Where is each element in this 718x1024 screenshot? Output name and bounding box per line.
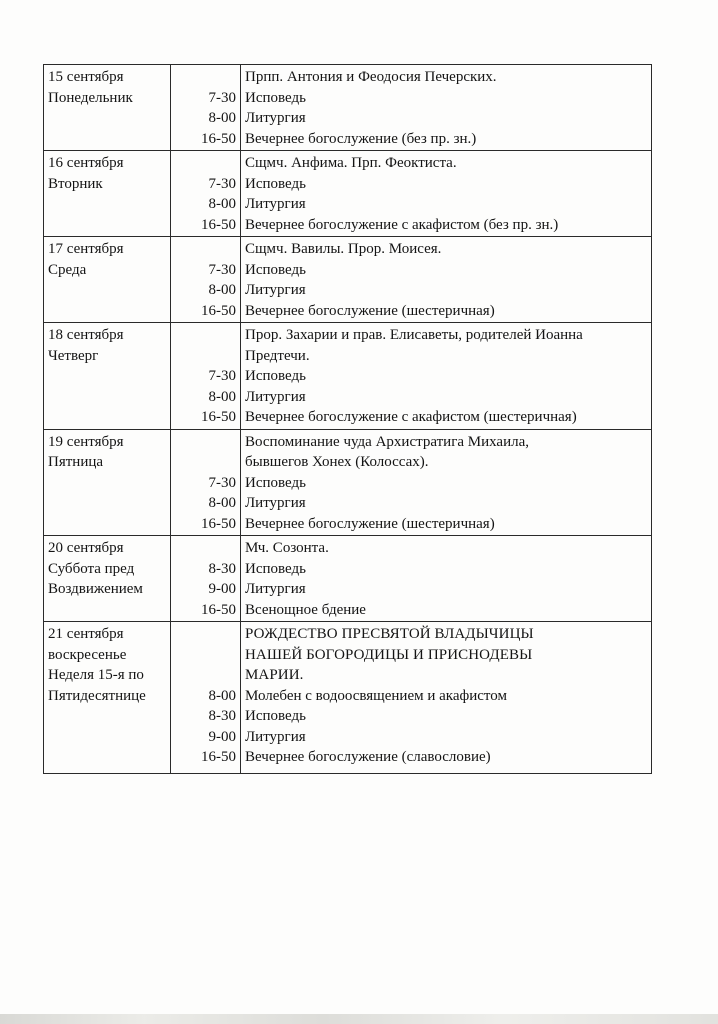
service-time: 16-50 — [201, 515, 236, 532]
day-weekday: Среда — [48, 261, 87, 278]
service-name: Вечернее богослужение с акафистом (шестеричная) — [245, 409, 577, 425]
time-cell — [171, 237, 241, 323]
day-date: 21 сентября — [48, 626, 124, 642]
service-time: 8-00 — [208, 388, 236, 405]
service-time: 7-30 — [208, 175, 236, 192]
time-spacer — [175, 452, 236, 473]
description-cell — [241, 536, 652, 622]
time-cell — [171, 151, 241, 237]
day-date: 19 сентября — [48, 433, 124, 450]
service-name: Вечернее богослужение (шестеричная) — [245, 302, 495, 319]
service-name: Вечернее богослужение (славословие) — [245, 749, 491, 765]
service-name: Литургия — [245, 495, 306, 511]
time-cell — [171, 65, 241, 151]
description-cell — [241, 429, 652, 536]
feast-title-line: Сщмч. Анфима. Прп. Феоктиста. — [245, 155, 457, 171]
service-name: Вечернее богослужение с акафистом (без пр. зн.) — [245, 216, 559, 233]
service-time: 8-00 — [208, 196, 236, 212]
time-spacer — [175, 239, 236, 260]
description-cell — [241, 237, 652, 323]
service-time: 7-30 — [208, 368, 236, 384]
time-spacer — [175, 153, 236, 174]
date-cell — [44, 237, 171, 323]
service-name: Всенощное бдение — [245, 601, 366, 618]
day-weekday: Неделя 15-я по — [48, 667, 144, 683]
time-spacer — [175, 432, 236, 453]
time-spacer — [175, 645, 236, 666]
day-weekday: Пятница — [48, 454, 104, 470]
day-weekday: Пятидесятнице — [48, 687, 146, 704]
service-name: Литургия — [245, 728, 306, 745]
day-row — [44, 622, 652, 774]
feast-title-line: МАРИИ. — [245, 667, 304, 683]
day-weekday: воскресенье — [48, 646, 127, 663]
service-time: 16-50 — [201, 216, 236, 233]
day-row — [44, 151, 652, 237]
service-time: 16-50 — [201, 749, 236, 765]
feast-title-line: РОЖДЕСТВО ПРЕСВЯТОЙ ВЛАДЫЧИЦЫ — [245, 626, 534, 642]
description-cell — [241, 65, 652, 151]
feast-title-line: Воспоминание чуда Архистратига Михаила, — [245, 433, 529, 450]
service-time: 9-00 — [208, 728, 236, 745]
service-time: 16-50 — [201, 409, 236, 425]
service-name: Вечернее богослужение (шестеричная) — [245, 515, 495, 532]
date-cell — [44, 323, 171, 430]
service-time: 8-00 — [208, 110, 236, 126]
day-date: 20 сентября — [48, 540, 124, 556]
day-row — [44, 237, 652, 323]
feast-title-line: Предтечи. — [245, 347, 310, 364]
time-spacer — [175, 538, 236, 559]
day-date: 16 сентября — [48, 155, 124, 171]
time-spacer — [175, 67, 236, 88]
description-cell — [241, 323, 652, 430]
time-spacer — [175, 624, 236, 645]
date-cell — [44, 151, 171, 237]
time-cell — [171, 536, 241, 622]
day-weekday: Четверг — [48, 347, 99, 364]
service-schedule-table — [43, 64, 652, 774]
day-row — [44, 323, 652, 430]
service-time: 9-00 — [208, 581, 236, 597]
service-time: 8-30 — [208, 708, 236, 724]
day-date: 15 сентября — [48, 69, 124, 85]
service-time: 7-30 — [208, 474, 236, 491]
service-name: Литургия — [245, 282, 306, 298]
service-name: Молебен с водоосвящением и акафистом — [245, 687, 507, 704]
service-name: Исповедь — [245, 474, 306, 491]
service-name: Литургия — [245, 196, 306, 212]
service-name: Исповедь — [245, 261, 306, 278]
service-time: 8-00 — [208, 687, 236, 704]
day-weekday: Воздвижением — [48, 581, 143, 597]
service-time: 7-30 — [208, 89, 236, 106]
feast-title-line: НАШЕЙ БОГОРОДИЦЫ И ПРИСНОДЕВЫ — [245, 646, 533, 663]
time-cell — [171, 429, 241, 536]
service-name: Литургия — [245, 581, 306, 597]
service-name: Исповедь — [245, 175, 306, 192]
service-name: Литургия — [245, 110, 306, 126]
description-cell — [241, 151, 652, 237]
day-row — [44, 429, 652, 536]
time-cell — [171, 323, 241, 430]
feast-title-line: бывшегов Хонех (Колоссах). — [245, 454, 429, 470]
service-time: 8-00 — [208, 282, 236, 298]
service-name: Исповедь — [245, 560, 306, 577]
day-weekday: Вторник — [48, 175, 103, 192]
time-spacer — [175, 325, 236, 346]
time-spacer — [175, 346, 236, 367]
service-name: Исповедь — [245, 368, 306, 384]
service-name: Исповедь — [245, 89, 306, 106]
feast-title-line: Прпп. Антония и Феодосия Печерских. — [245, 69, 497, 85]
date-cell — [44, 536, 171, 622]
service-time: 8-00 — [208, 495, 236, 511]
service-time: 8-30 — [208, 560, 236, 577]
date-cell — [44, 429, 171, 536]
date-cell — [44, 65, 171, 151]
time-cell — [171, 622, 241, 774]
feast-title-line: Сщмч. Вавилы. Прор. Моисея. — [245, 241, 442, 257]
service-time: 16-50 — [201, 601, 236, 618]
service-name: Литургия — [245, 388, 306, 405]
service-name: Исповедь — [245, 708, 306, 724]
service-time: 16-50 — [201, 302, 236, 319]
scan-bottom-edge — [0, 1014, 718, 1024]
time-spacer — [175, 665, 236, 686]
day-row — [44, 65, 652, 151]
feast-title-line: Прор. Захарии и прав. Елисаветы, родителей Иоанна — [245, 327, 583, 343]
day-date: 18 сентября — [48, 327, 124, 343]
description-cell — [241, 622, 652, 774]
service-time: 7-30 — [208, 261, 236, 278]
day-date: 17 сентября — [48, 241, 124, 257]
date-cell — [44, 622, 171, 774]
feast-title-line: Мч. Созонта. — [245, 540, 329, 556]
schedule-body — [44, 65, 652, 774]
service-time: 16-50 — [201, 130, 236, 147]
day-weekday: Суббота пред — [48, 560, 135, 577]
day-row — [44, 536, 652, 622]
day-weekday: Понедельник — [48, 89, 133, 106]
service-name: Вечернее богослужение (без пр. зн.) — [245, 130, 477, 147]
